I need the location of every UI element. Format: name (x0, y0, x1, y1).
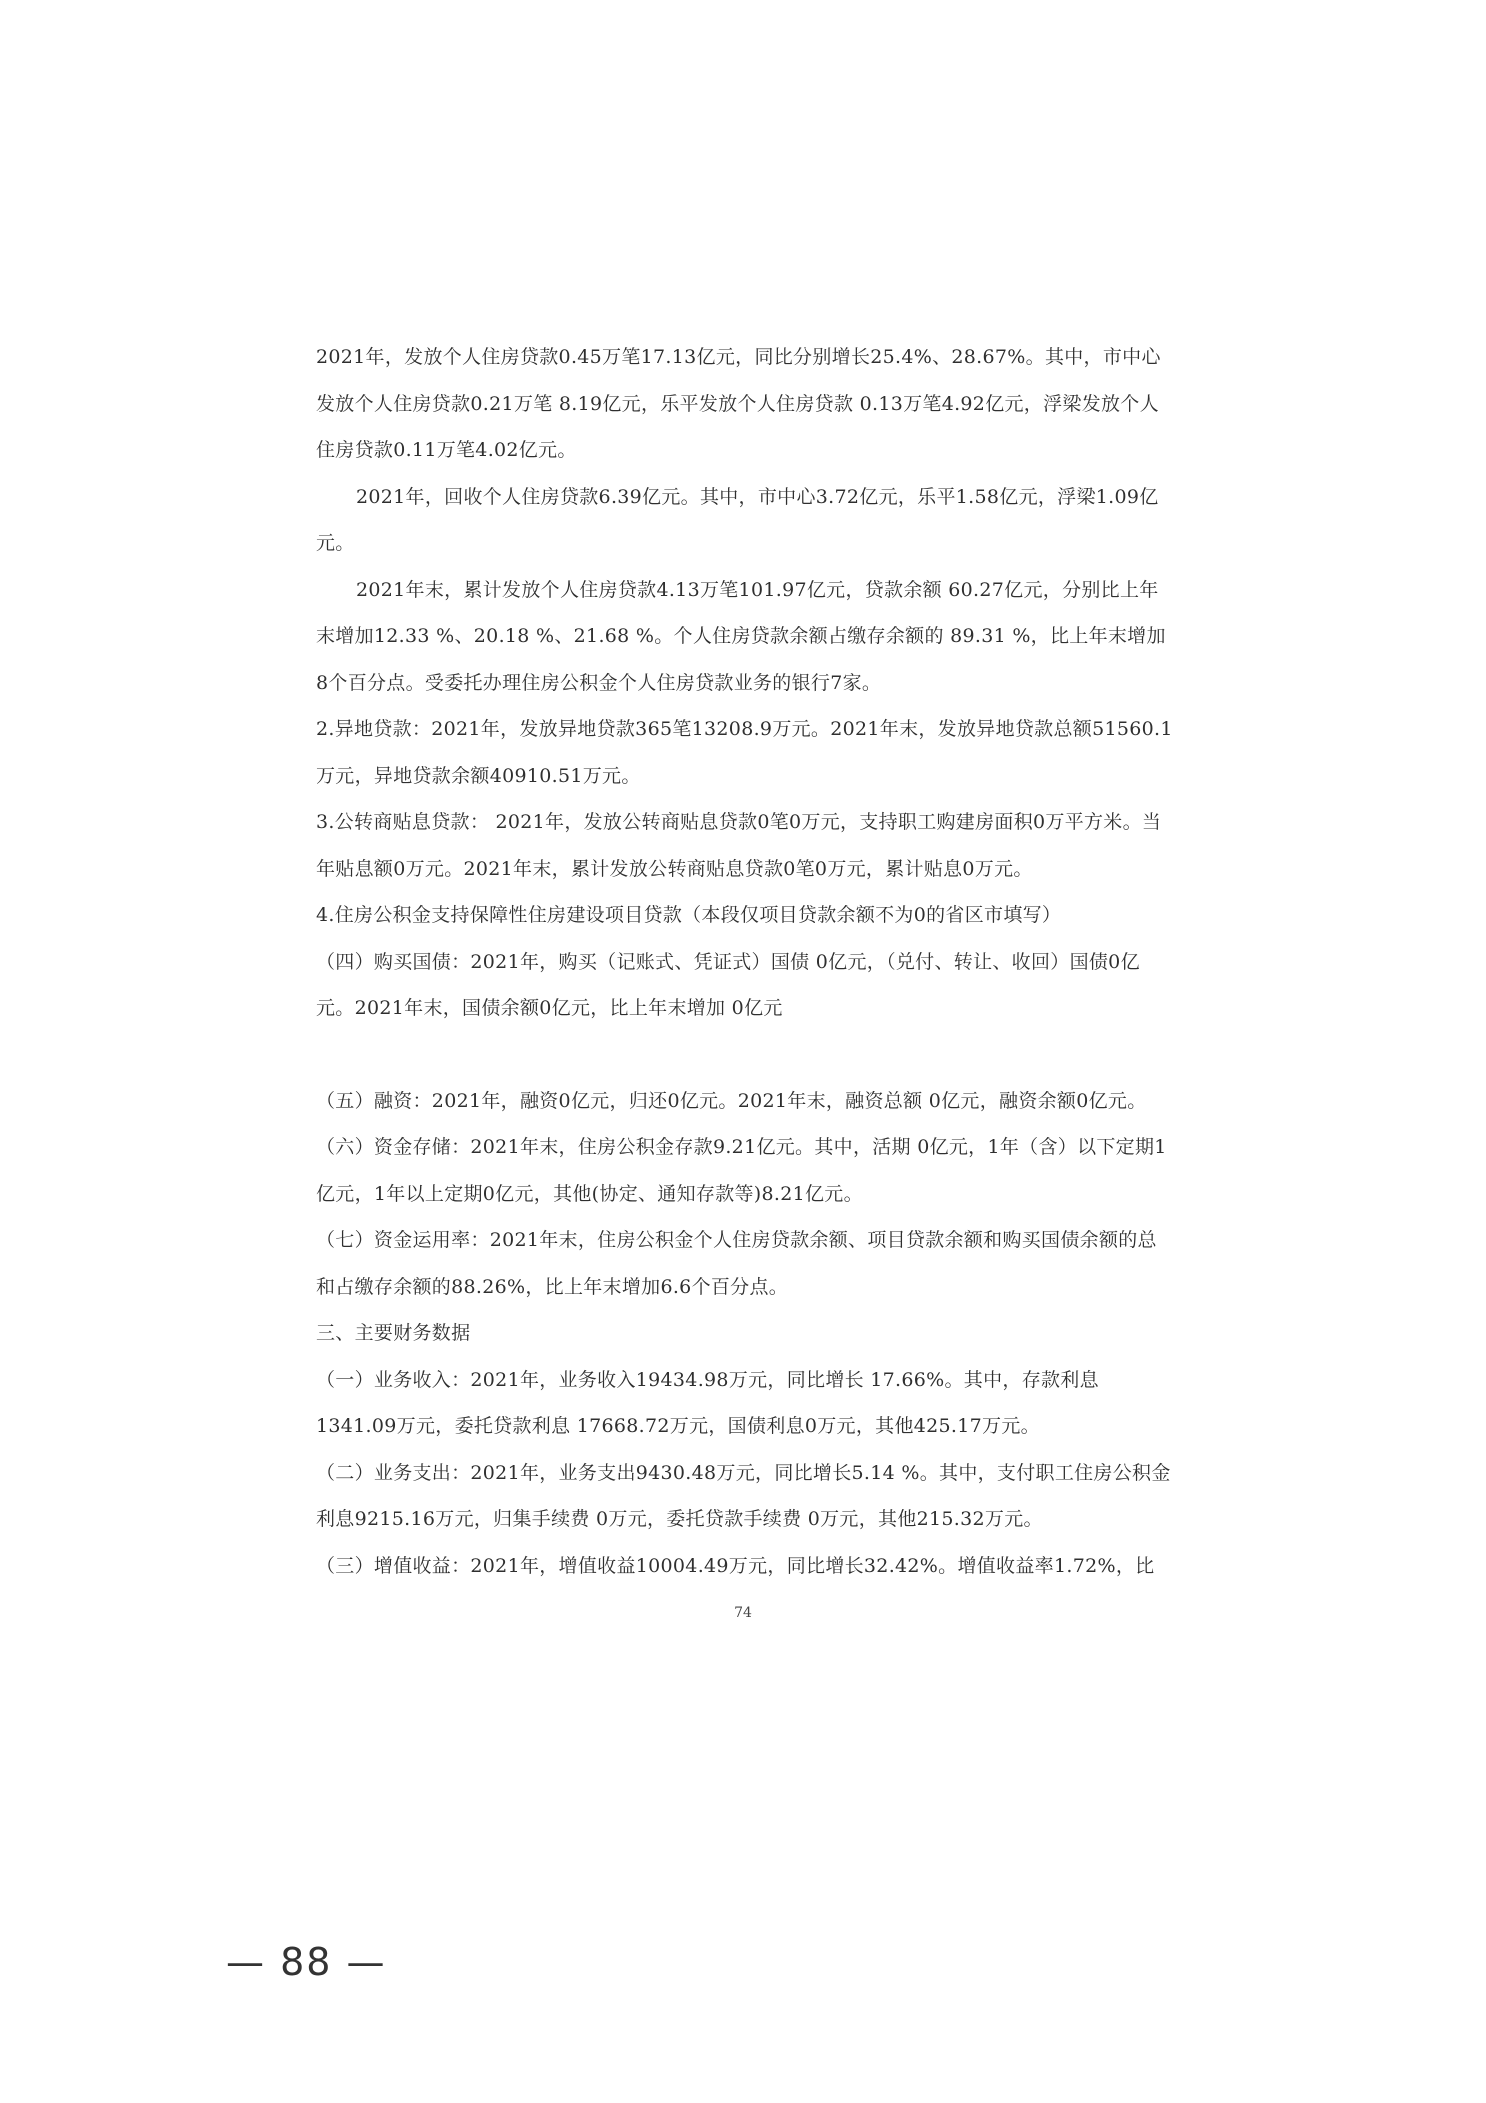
document-body (316, 334, 1176, 1589)
paragraph-loan-balance: 2021年末，累计发放个人住房贷款4.13万笔101.97亿元，贷款余额 60.27亿元，分别比上年末增加12.33 %、20.18 %、21.68 %。个人住房贷款余额占缴存余额的 89.31 %，比上年末增加8个百分点。受委托办理住房公积金个人住房贷款业务的银行7家。 (316, 578, 1166, 694)
paragraph-subsidized-loans: 3.公转商贴息贷款： 2021年，发放公转商贴息贷款0笔0万元，支持职工购建房面积0万平方米。当年贴息额0万元。2021年末，累计发放公转商贴息贷款0笔0万元，累计贴息0万元。 (316, 811, 1162, 880)
paragraph-gap (316, 1032, 1176, 1078)
paragraph-financing: （五）融资：2021年，融资0亿元，归还0亿元。2021年末，融资总额 0亿元，融资余额0亿元。 (316, 1089, 1147, 1112)
paragraph-loan-recovery: 2021年，回收个人住房贷款6.39亿元。其中，市中心3.72亿元，乐平1.58亿元，浮梁1.09亿元。 (316, 485, 1159, 554)
paragraph-fund-deposits: （六）资金存储：2021年末，住房公积金存款9.21亿元。其中，活期 0亿元，1年（含）以下定期1亿元，1年以上定期0亿元，其他(协定、通知存款等)8.21亿元。 (316, 1136, 1167, 1205)
scanned-page-number: 74 (734, 1605, 752, 1621)
paragraph-project-loans: 4.住房公积金支持保障性住房建设项目贷款（本段仅项目贷款余额不为0的省区市填写） (316, 904, 1062, 926)
paragraph-business-expenses: （二）业务支出：2021年，业务支出9430.48万元，同比增长5.14 %。其中，支付职工住房公积金利息9215.16万元，归集手续费 0万元，委托贷款手续费 0万元，其他215.32万元。 (316, 1461, 1171, 1530)
paragraph-fund-utilization: （七）资金运用率：2021年末，住房公积金个人住房贷款余额、项目贷款余额和购买国债余额的总和占缴存余额的88.26%，比上年末增加6.6个百分点。 (316, 1229, 1157, 1298)
paragraph-business-income: （一）业务收入：2021年，业务收入19434.98万元，同比增长 17.66%。其中，存款利息1341.09万元，委托贷款利息 17668.72万元，国债利息0万元，其他425.17万元。 (316, 1368, 1099, 1437)
section-heading-financial-data: 三、主要财务数据 (316, 1322, 471, 1344)
page-number: — 88 — (226, 1940, 387, 1984)
paragraph-loan-issuance: 2021年，发放个人住房贷款0.45万笔17.13亿元，同比分别增长25.4%、28.67%。其中，市中心发放个人住房贷款0.21万笔 8.19亿元，乐平发放个人住房贷款 0.13万笔4.92亿元，浮梁发放个人住房贷款0.11万笔4.02亿元。 (316, 346, 1161, 461)
paragraph-offsite-loans: 2.异地贷款：2021年，发放异地贷款365笔13208.9万元。2021年末，发放异地贷款总额51560.1万元，异地贷款余额40910.51万元。 (316, 718, 1173, 787)
paragraph-value-added-income: （三）增值收益：2021年，增值收益10004.49万元，同比增长32.42%。增值收益率1.72%，比 (316, 1554, 1155, 1577)
paragraph-bond-purchase: （四）购买国债：2021年，购买（记账式、凭证式）国债 0亿元，（兑付、转让、收回）国债0亿元。2021年末，国债余额0亿元，比上年末增加 0亿元 (316, 950, 1140, 1019)
